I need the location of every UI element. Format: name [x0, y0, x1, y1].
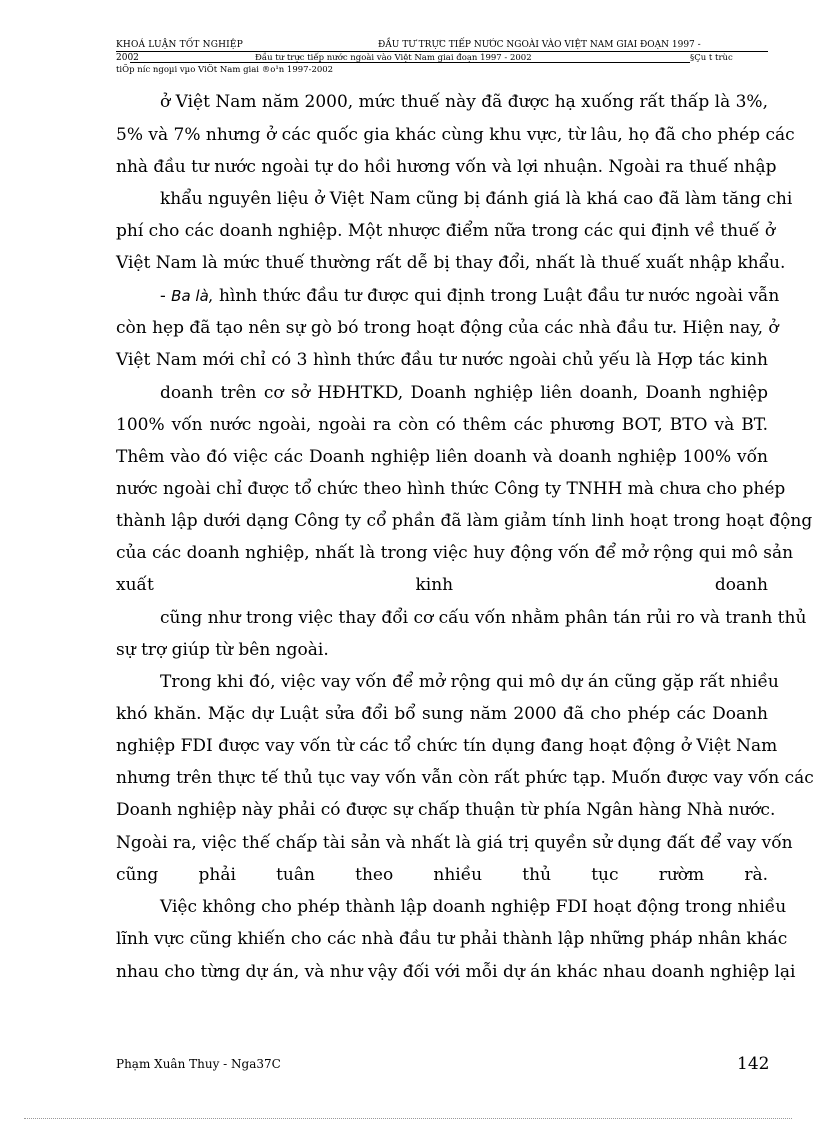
header-left: KHOÁ LUẬN TỐT NGHIỆP	[116, 40, 243, 50]
text-line: sự trợ giúp từ bên ngoài.	[116, 640, 329, 660]
text-line: của các doanh nghiệp, nhất là trong việc huy động vốn để mở rộng qui mô sản	[116, 543, 794, 563]
text-line: nước ngoài chỉ được tổ chức theo hình thức Công ty TNHH mà chưa cho phép	[116, 479, 786, 499]
text-line: khẩu nguyên liệu ở Việt Nam cũng bị đánh giá là khá cao đã làm tăng chi	[160, 189, 793, 209]
header-subtitle: Đầu tư trực tiếp nước ngoài vào Việt Nam giai đoạn 1997 - 2002	[255, 53, 532, 63]
text-line: Việt Nam mới chỉ có 3 hình thức đầu tư nước ngoài chủ yếu là Hợp tác kinh	[116, 350, 768, 370]
text-line: Việt Nam là mức thuế thường rất dễ bị thay đổi, nhất là thuế xuất nhập khẩu.	[116, 253, 786, 273]
text-line: 5% và 7% nhưng ở các quốc gia khác cùng khu vực, từ lâu, họ đã cho phép các	[116, 125, 795, 145]
list-text: hình thức đầu tư được qui định trong Luật đầu tư nước ngoài vẫn	[218, 286, 780, 306]
text-line: Doanh nghiệp này phải có được sự chấp thuận từ phía Ngân hàng Nhà nước.	[116, 800, 776, 820]
text-line: nhà đầu tư nước ngoài tự do hồi hương vốn và lợi nhuận. Ngoài ra thuế nhập	[116, 157, 777, 177]
list-label: Ba là,	[171, 287, 214, 305]
list-item-line	[160, 286, 780, 306]
text-line: nghiệp FDI được vay vốn từ các tổ chức tín dụng đang hoạt động ở Việt Nam	[116, 736, 778, 756]
text-line: lĩnh vực cũng khiến cho các nhà đầu tư phải thành lập những pháp nhân khác	[116, 929, 788, 949]
text-line: xuất kinh doanh	[116, 575, 768, 595]
text-line: 100% vốn nước ngoài, ngoài ra còn có thêm các phương BOT, BTO và BT.	[116, 415, 768, 435]
header-rule	[116, 51, 768, 52]
text-line: nhau cho từng dự án, và như vậy đối với mỗi dự án khác nhau doanh nghiệp lại	[116, 962, 796, 982]
text-line: cũng như trong việc thay đổi cơ cấu vốn nhằm phân tán rủi ro và tranh thủ	[160, 608, 807, 628]
text-line: thành lập dưới dạng Công ty cổ phần đã làm giảm tính linh hoạt trong hoạt động	[116, 511, 813, 531]
text-line: Ngoài ra, việc thế chấp tài sản và nhất là giá trị quyền sử dụng đất để vay vốn	[116, 833, 793, 853]
text-line: Thêm vào đó việc các Doanh nghiệp liên doanh và doanh nghiệp 100% vốn	[116, 447, 768, 467]
header-rule-2	[130, 62, 690, 63]
page-border	[24, 1118, 792, 1119]
text-line: Trong khi đó, việc vay vốn để mở rộng qui mô dự án cũng gặp rất nhiều	[160, 672, 779, 692]
text-line: cũng phải tuân theo nhiều thủ tục rườm rà.	[116, 865, 768, 885]
text-line: phí cho các doanh nghiệp. Một nhược điểm nữa trong các qui định về thuế ở	[116, 221, 776, 241]
text-line: doanh trên cơ sở HĐHTKD, Doanh nghiệp liên doanh, Doanh nghiệp	[160, 383, 768, 403]
header-garbled-line: tiÕp níc ngoµi vµo ViÖt Nam giai ®o¹n 1997-2002	[116, 65, 334, 75]
header-garbled-right: §Çu t trùc	[690, 53, 733, 63]
page-number: 142	[737, 1054, 770, 1074]
text-line: còn hẹp đã tạo nên sự gò bó trong hoạt động của các nhà đầu tư. Hiện nay, ở	[116, 318, 779, 338]
text-line: nhưng trên thực tế thủ tục vay vốn vẫn còn rất phức tạp. Muốn được vay vốn các	[116, 768, 814, 788]
header-year: 2002	[116, 53, 139, 63]
footer-author: Phạm Xuân Thuy - Nga37C	[116, 1057, 281, 1071]
text-line: khó khăn. Mặc dự Luật sửa đổi bổ sung năm 2000 đã cho phép các Doanh	[116, 704, 768, 724]
list-prefix: -	[160, 286, 172, 306]
header-right: ĐẦU TƯ TRỰC TIẾP NƯỚC NGOÀI VÀO VIỆT NAM GIAI ĐOẠN 1997 -	[378, 40, 701, 50]
text-line: Việc không cho phép thành lập doanh nghiệp FDI hoạt động trong nhiều	[160, 897, 787, 917]
text-line: ở Việt Nam năm 2000, mức thuế này đã được hạ xuống rất thấp là 3%,	[160, 92, 768, 112]
